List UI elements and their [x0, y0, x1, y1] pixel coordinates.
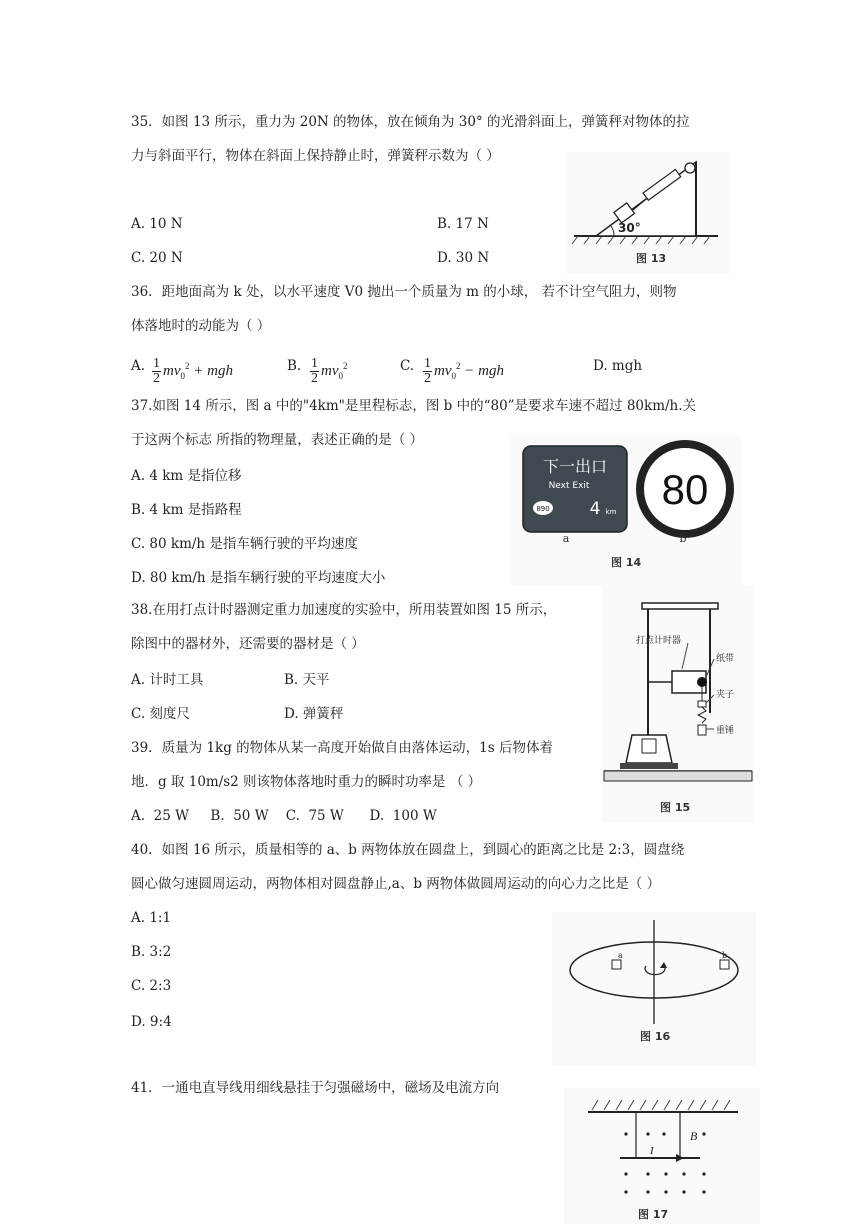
label-timer: 打点计时器 — [636, 636, 682, 646]
sign-distance: 4 — [589, 499, 601, 519]
q38-line2: 除图中的器材外，还需要的器材是（ ） — [131, 636, 365, 652]
speed-limit-value: 80 — [661, 466, 709, 513]
q41-line1: 41．一通电直导线用细线悬挂于匀强磁场中，磁场及电流方向 — [131, 1080, 500, 1096]
figure-17-label-I: I — [650, 1145, 654, 1157]
q37-option-a: A. 4 km 是指位移 — [131, 468, 242, 484]
q35-line2: 力与斜面平行，物体在斜面上保持静止时，弹簧秤示数为（ ） — [131, 148, 500, 164]
q37-line1: 37.如图 14 所示，图 a 中的"4km"是里程标志，图 b 中的“80”是要求车速不超过 80km/h.关 — [131, 398, 697, 414]
figure-16-label-a: a — [618, 951, 623, 960]
q37-option-b: B. 4 km 是指路程 — [131, 502, 242, 518]
q35-option-b: B. 17 N — [437, 216, 489, 232]
figure-13-caption: 图 13 — [636, 252, 667, 265]
q36-option-b-label: B. — [287, 358, 302, 374]
q36-option-a-formula: $\frac{1}{2}$ $mv_0^2$ + mgh — [153, 356, 233, 387]
q35-line1: 35．如图 13 所示，重力为 20N 的物体，放在倾角为 30° 的光滑斜面上，弹簧秤对物体的拉 — [131, 114, 690, 130]
q40-option-b: B. 3:2 — [131, 944, 172, 960]
q37-option-c: C. 80 km/h 是指车辆行驶的平均速度 — [131, 536, 358, 552]
q40-line2: 圆心做匀速圆周运动，两物体相对圆盘静止,a、b 两物体做圆周运动的向心力之比是（ ） — [131, 876, 661, 892]
q38-line1: 38.在用打点计时器测定重力加速度的实验中，所用装置如图 15 所示， — [131, 602, 557, 618]
label-weight: 重锤 — [716, 726, 735, 736]
q37-option-d: D. 80 km/h 是指车辆行驶的平均速度大小 — [131, 570, 386, 586]
figure-17-magnetic — [564, 1088, 760, 1224]
q36-option-c-label: C. — [400, 358, 415, 374]
q38-option-d: D. 弹簧秤 — [284, 706, 344, 722]
q40-line1: 40．如图 16 所示，质量相等的 a、b 两物体放在圆盘上，到圆心的距离之比是 2:3，圆盘绕 — [131, 842, 685, 858]
q39-line2: 地．g 取 10m/s2 则该物体落地时重力的瞬时功率是 （ ） — [131, 774, 482, 790]
q36-option-a-label: A. — [131, 358, 146, 374]
q36-option-d: D. mgh — [593, 358, 643, 374]
figure-14-label-b: b — [679, 532, 687, 545]
q36-option-c-formula: $\frac{1}{2}$ $mv_0^2$ − mgh — [424, 356, 504, 387]
sign-badge: 890 — [536, 505, 550, 513]
sign-unit: km — [605, 508, 617, 516]
label-tape: 纸带 — [716, 654, 735, 664]
q35-option-c: C. 20 N — [131, 250, 183, 266]
figure-14-label-a: a — [562, 532, 570, 545]
q37-line2: 于这两个标志 所指的物理量，表述正确的是（ ） — [131, 432, 424, 448]
q39-line1: 39．质量为 1kg 的物体从某一高度开始做自由落体运动，1s 后物体着 — [131, 740, 553, 756]
q36-line1: 36．距地面高为 k 处，以水平速度 V0 抛出一个质量为 m 的小球， 若不计空气阻力，则物 — [131, 284, 677, 300]
q36-line2: 体落地时的动能为（ ） — [131, 318, 271, 334]
figure-14-signs — [511, 434, 741, 586]
q40-option-c: C. 2:3 — [131, 978, 172, 994]
figure-14-caption: 图 14 — [611, 556, 642, 569]
q40-option-d: D. 9:4 — [131, 1014, 172, 1030]
figure-16-disc — [552, 912, 756, 1066]
q35-option-a: A. 10 N — [131, 216, 183, 232]
figure-13-incline — [566, 152, 730, 274]
figure-17-caption: 图 17 — [638, 1208, 669, 1221]
figure-15-apparatus — [602, 585, 754, 823]
sign-subtitle: Next Exit — [548, 481, 590, 491]
sign-title: 下一出口 — [542, 457, 608, 476]
figure-15-caption: 图 15 — [660, 801, 691, 814]
q38-option-b: B. 天平 — [284, 672, 330, 688]
q39-options: A. 25 W B. 50 W C. 75 W D. 100 W — [131, 808, 437, 824]
figure-17-label-B: B — [690, 1129, 698, 1143]
q36-option-b-formula: $\frac{1}{2}$ $mv_0^2$ — [311, 356, 348, 387]
figure-13-angle-label: 30° — [618, 221, 641, 235]
q40-option-a: A. 1:1 — [131, 910, 172, 926]
q35-option-d: D. 30 N — [437, 250, 490, 266]
label-clip: 夹子 — [716, 690, 735, 700]
figure-16-caption: 图 16 — [640, 1030, 671, 1043]
q38-option-c: C. 刻度尺 — [131, 706, 190, 722]
figure-16-label-b: b — [722, 951, 728, 960]
q38-option-a: A. 计时工具 — [131, 672, 204, 688]
